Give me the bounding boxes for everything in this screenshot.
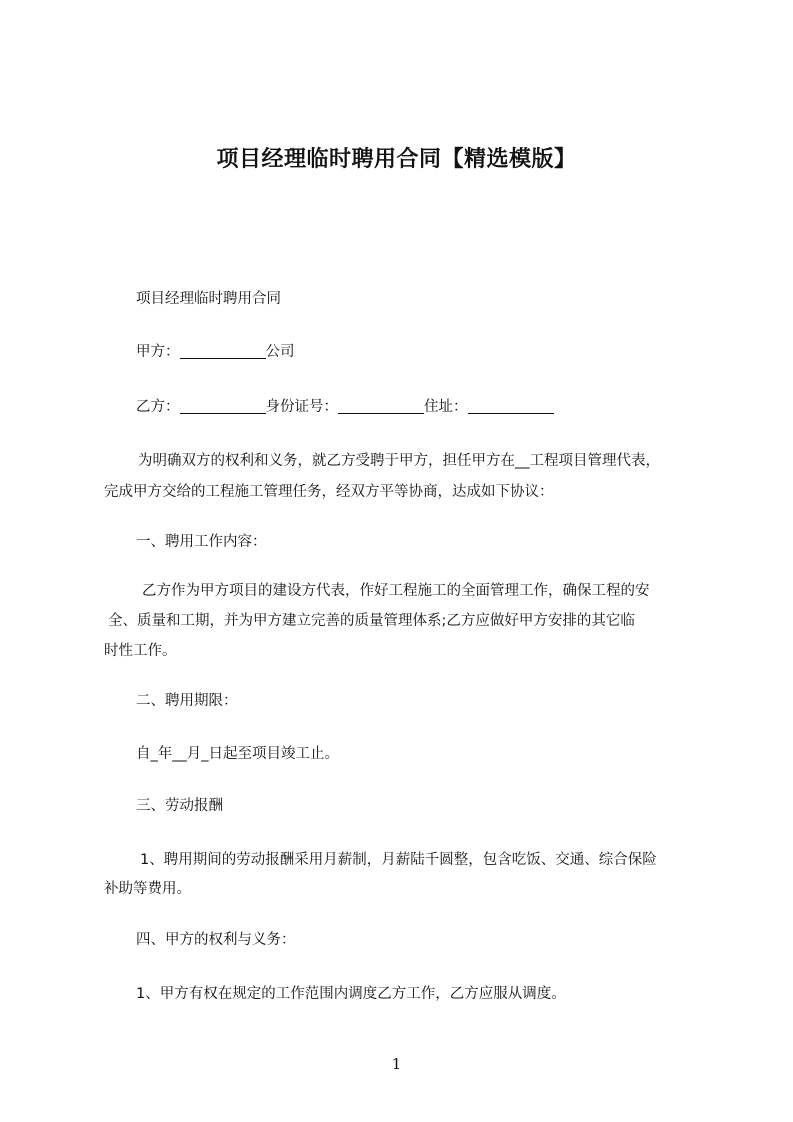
party-a-suffix: 公司 xyxy=(265,344,295,360)
section-3-heading xyxy=(104,791,724,822)
party-b-address-label: 住址： xyxy=(424,399,468,415)
section-1-heading-text: 一、聘用工作内容： xyxy=(136,534,267,550)
section-2-text: 自_年__月_日起至项目竣工止。 xyxy=(136,746,339,762)
section-3-line-1: 1、聘用期间的劳动报酬采用月薪制，月薪陆千圆整，包含吃饭、交通、综合保险 xyxy=(140,852,657,868)
section-4-heading-text: 四、甲方的权利与义务： xyxy=(136,932,296,948)
section-1-body-line-3 xyxy=(104,636,724,667)
section-3-line-2: 补助等费用。 xyxy=(104,881,191,897)
section-2-heading xyxy=(104,686,724,717)
party-b-address-blank xyxy=(468,397,554,414)
section-2-heading-text: 二、聘用期限： xyxy=(136,693,238,709)
party-a-label: 甲方： xyxy=(136,344,180,360)
party-a-line xyxy=(104,337,724,368)
section-1-line-1: 乙方作为甲方项目的建设方代表，作好工程施工的全面管理工作，确保工程的安 xyxy=(142,583,650,599)
contract-subtitle-text: 项目经理临时聘用合同 xyxy=(136,291,281,307)
section-3-body-line-2 xyxy=(104,874,724,905)
party-a-name-blank xyxy=(180,342,266,359)
section-1-heading xyxy=(104,527,724,558)
section-4-item-1 xyxy=(104,979,724,1010)
intro-paragraph-line-1 xyxy=(104,446,724,477)
section-1-body-line-2 xyxy=(104,606,724,637)
contract-subtitle xyxy=(104,284,724,315)
intro-line-1: 为明确双方的权利和义务，就乙方受聘于甲方，担任甲方在__工程项目管理代表， xyxy=(138,453,660,469)
intro-line-2: 完成甲方交给的工程施工管理任务，经双方平等协商，达成如下协议： xyxy=(104,484,554,500)
page-number: 1 xyxy=(391,1055,402,1073)
party-b-id-label: 身份证号： xyxy=(265,399,338,415)
party-b-id-blank xyxy=(338,397,424,414)
section-4-heading xyxy=(104,925,724,956)
section-1-body-line-1 xyxy=(104,576,724,607)
party-b-label: 乙方： xyxy=(136,399,180,415)
intro-paragraph-line-2 xyxy=(104,477,724,508)
party-b-name-blank xyxy=(180,397,266,414)
party-b-line xyxy=(104,392,724,423)
document-title: 项目经理临时聘用合同【精选模版】 xyxy=(216,147,577,172)
section-1-line-3: 时性工作。 xyxy=(104,643,177,659)
section-4-item-1-text: 1、甲方有权在规定的工作范围内调度乙方工作，乙方应服从调度。 xyxy=(136,986,566,1002)
section-1-line-2: 全、质量和工期，并为甲方建立完善的质量管理体系;乙方应做好甲方安排的其它临 xyxy=(108,613,635,629)
section-3-heading-text: 三、劳动报酬 xyxy=(136,798,223,814)
section-2-body xyxy=(104,739,724,770)
section-3-body-line-1 xyxy=(104,845,724,876)
